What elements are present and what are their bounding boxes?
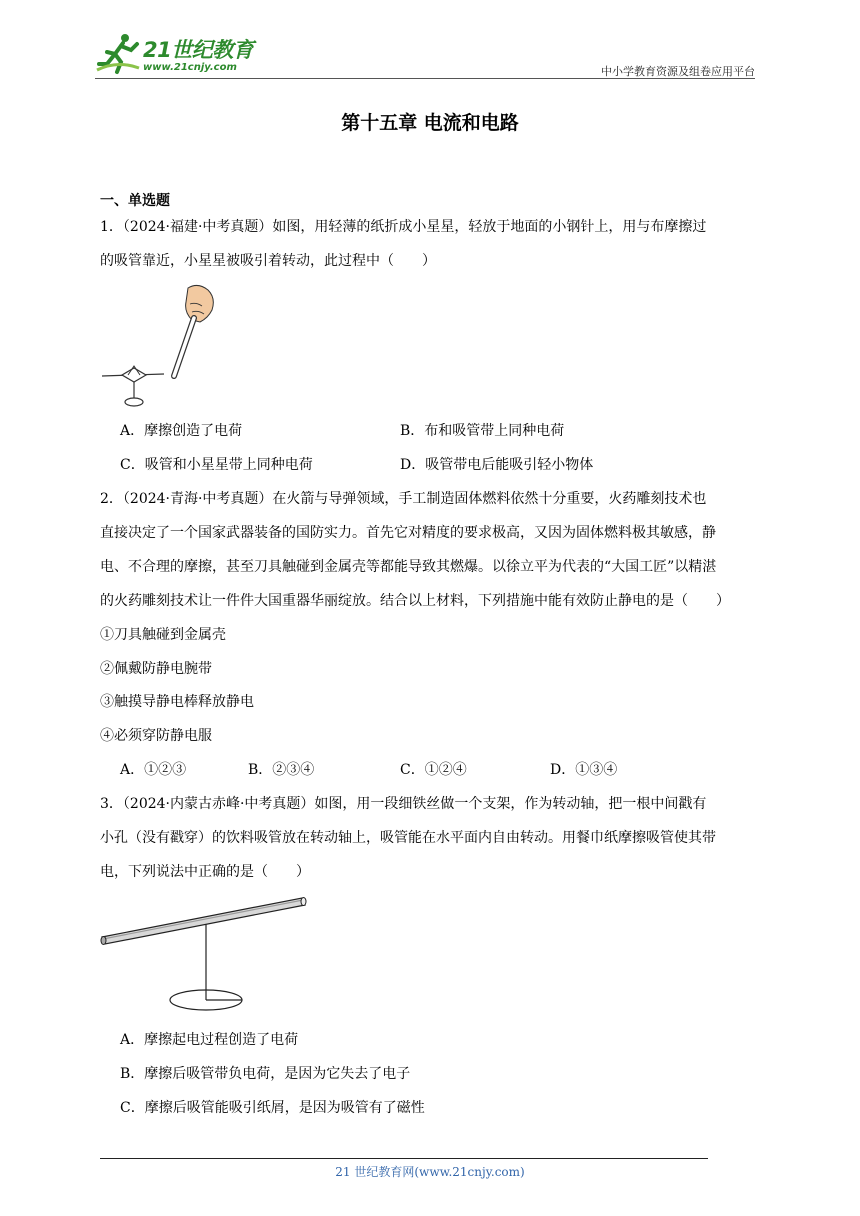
q2-item-2: ②佩戴防静电腕带: [100, 661, 212, 677]
q2-stem-line1: 2．（2024·青海·中考真题）在火箭与导弹领域，手工制造固体燃料依然十分重要，火药雕刻技术也: [100, 491, 707, 507]
q3-stem-line1: 3．（2024·内蒙古赤峰·中考真题）如图，用一段细铁丝做一个支架，作为转动轴，把一根中间戳有: [100, 796, 707, 812]
q3-option-b: B．摩擦后吸管带负电荷，是因为它失去了电子: [120, 1066, 411, 1082]
q1-option-a: A．摩擦创造了电荷: [120, 423, 243, 439]
q3-option-c: C．摩擦后吸管能吸引纸屑，是因为吸管有了磁性: [120, 1100, 425, 1116]
q3-stem-line3: 电，下列说法中正确的是（ ）: [100, 864, 310, 880]
q1-stem-line1: 1．（2024·福建·中考真题）如图，用轻薄的纸折成小星星，轻放于地面的小钢针上，用与布摩擦过: [100, 219, 707, 235]
q2-option-a: A．①②③: [120, 762, 187, 778]
q2-stem-line4: 的火药雕刻技术让一件件大国重器华丽绽放。结合以上材料，下列措施中能有效防止静电的是（ ）: [100, 593, 730, 609]
q1-stem-line2: 的吸管靠近，小星星被吸引着转动，此过程中（ ）: [100, 253, 436, 269]
q1-option-d: D．吸管带电后能吸引轻小物体: [400, 457, 594, 473]
logo-url: www.21cnjy.com: [143, 62, 237, 73]
q1-option-c: C．吸管和小星星带上同种电荷: [120, 457, 313, 473]
footer-divider: [100, 1158, 708, 1159]
q2-item-3: ③触摸导静电棒释放静电: [100, 694, 254, 710]
chapter-title: 第十五章 电流和电路: [341, 112, 519, 134]
header-divider: [95, 78, 755, 79]
q2-option-d: D．①③④: [550, 762, 618, 778]
q2-stem-line2: 直接决定了一个国家武器装备的国防实力。首先它对精度的要求极高，又因为固体燃料极其敏感，静: [100, 525, 716, 541]
q3-straw-pivot-figure: [98, 888, 310, 1016]
site-logo: [95, 30, 265, 76]
runner-logo-icon: [95, 30, 141, 76]
q1-option-b: B．布和吸管带上同种电荷: [400, 423, 565, 439]
section-heading: 一、单选题: [100, 193, 170, 209]
q1-straw-star-figure: [100, 282, 220, 410]
page-header: [95, 30, 755, 80]
q2-item-1: ①刀具触碰到金属壳: [100, 627, 226, 643]
q2-stem-line3: 电、不合理的摩擦，甚至刀具触碰到金属壳等都能导致其燃爆。以徐立平为代表的“大国工匠”以精湛: [100, 559, 717, 575]
footer-link[interactable]: 21 世纪教育网(www.21cnjy.com): [335, 1165, 525, 1179]
platform-name: 中小学教育资源及组卷应用平台: [601, 65, 755, 78]
q3-option-a: A．摩擦起电过程创造了电荷: [120, 1032, 299, 1048]
logo-text: 21世纪教育: [143, 38, 254, 62]
q2-item-4: ④必须穿防静电服: [100, 728, 212, 744]
q2-option-c: C．①②④: [400, 762, 467, 778]
q2-option-b: B．②③④: [248, 762, 315, 778]
q3-stem-line2: 小孔（没有戳穿）的饮料吸管放在转动轴上，吸管能在水平面内自由转动。用餐巾纸摩擦吸管使其带: [100, 830, 716, 846]
